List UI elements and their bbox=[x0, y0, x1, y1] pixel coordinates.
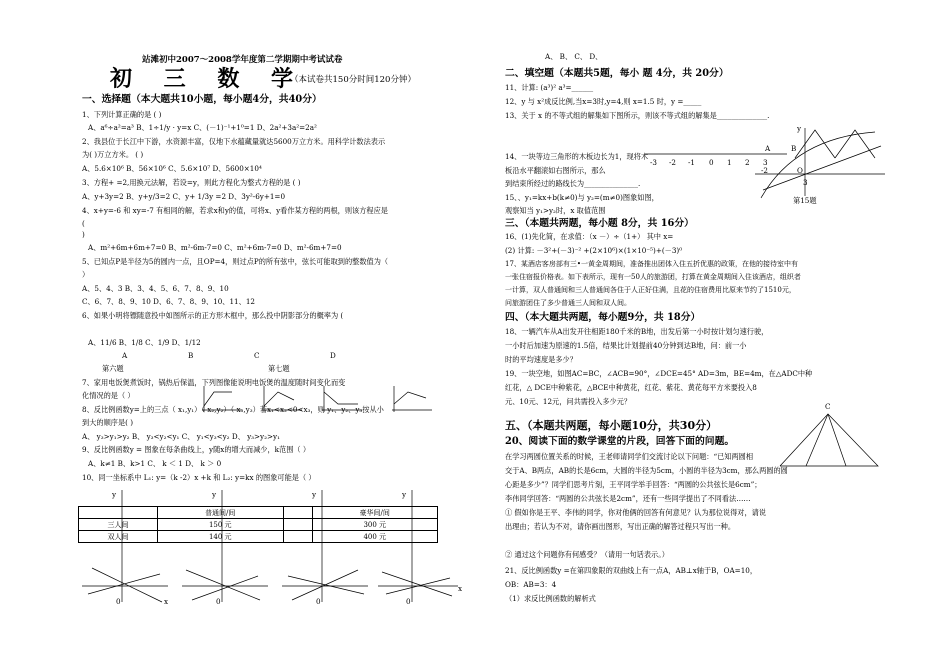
fig7-caption: 第七题 bbox=[268, 364, 290, 373]
q5-paren: ） bbox=[82, 270, 90, 279]
q14c: 到结束所经过的路线长为_______________. bbox=[505, 179, 641, 188]
fig15-o: O bbox=[797, 166, 803, 175]
numberline-tick: -3 bbox=[650, 158, 658, 167]
origin-3: 0 bbox=[316, 597, 321, 606]
fig6-caption: 第六题 bbox=[102, 364, 124, 373]
q7-graphs bbox=[202, 386, 492, 412]
fig-label-d: D bbox=[330, 351, 336, 360]
right-column bbox=[505, 0, 935, 658]
q20-line: 交于A、B两点，AB的长是6cm，大圆的半径为5cm，小圆的半径为3cm，那么两圆的圆 bbox=[505, 466, 788, 475]
table-row bbox=[79, 507, 438, 519]
q8b: 到大的顺序是( ) bbox=[82, 418, 134, 427]
origin-4: 0 bbox=[406, 597, 411, 606]
q4-options: A、m²+6m+6m+7=0 B、m²-6m-7=0 C、m²+6m-7=0 D、m²-6m+7=0 bbox=[88, 243, 342, 252]
q15b: 观察知当 y₁>y₂时，x 取值范围 bbox=[505, 206, 606, 215]
q19-triangle-figure bbox=[780, 410, 880, 470]
q11: 11、计算: (a³)² a³=______ bbox=[505, 83, 594, 92]
q19-line: 19、一块空地，如图AC=BC，∠ACB=90°，∠DCE=45° AD=3m，BE=4m，在△ADC中种 bbox=[505, 369, 813, 378]
fig15-b: B bbox=[791, 144, 797, 153]
q3: 3、方程+ =2,用换元法解，若设=y，则此方程化为整式方程的是 ( ) bbox=[82, 178, 301, 187]
exam-note: （本试卷共150分时间120分钟） bbox=[290, 75, 416, 85]
q20-title: 20、阅读下面的数学课堂的片段，回答下面的问题。 bbox=[505, 436, 735, 447]
q7: 7、家用电饭煲煮饭时，锅热后保温，下列图像能说明电饭煲的温度随时间变化而变 bbox=[82, 378, 346, 387]
q17-line: 一张住宿报价格表。如下表所示，现有一50人的旅游团，打算在黄金周期间入住该酒店，组织者 bbox=[505, 273, 801, 281]
q4-paren-b: ) bbox=[82, 230, 85, 239]
fig15-n2: -2 bbox=[761, 166, 769, 175]
q8-options: A、 y₃>y₁>y₂ B、 y₃<y₂<y₁ C、 y₁<y₃<y₂ D、 y₃>y₂>y₁ bbox=[82, 432, 280, 441]
numberline-tick: 3 bbox=[763, 158, 768, 167]
q8: 8、反比例函数y=上的三点（ x₁,y₁）（ x₂,y₂）（ x₃,y₃）若x₁<x₂<0<x₃，则 y₁、y₂、y₃按从小 bbox=[82, 405, 384, 414]
section-1-title: 一、选择题（本大题共10小题，每小题4分，共40分） bbox=[82, 94, 322, 105]
fig-label-b: B bbox=[188, 351, 194, 360]
numberline-fig15 bbox=[645, 128, 895, 208]
table-row bbox=[79, 519, 438, 531]
table-cell bbox=[283, 507, 312, 519]
table-cell: 三人间 bbox=[79, 519, 158, 531]
numberline-tick: 1 bbox=[727, 158, 732, 167]
y-label-3: y bbox=[312, 490, 317, 499]
q20-line: ① 假如你是王平、李伟的同学，你对他俩的回答有何意见？认为那位说得对，请说 bbox=[505, 508, 767, 517]
room-price-table bbox=[78, 506, 438, 543]
numberline-tick: 2 bbox=[745, 158, 750, 167]
school-title: 站滩初中2007～2008学年度第二学期期中考试试卷 bbox=[142, 55, 343, 65]
q16a: 16、(1)先化简，在求值：（x －）÷（1+） 其中 x= bbox=[505, 232, 674, 241]
q20-line: 心距是多少”？同学们思考片刻，王平同学举手回答：“两圆的公共弦长是6cm”； bbox=[505, 480, 762, 489]
table-row bbox=[79, 531, 438, 543]
q6-options: A、11/6 B、1/8 C、1/9 D、1/12 bbox=[88, 338, 201, 347]
q2-options: A、5.6×10⁶ B、56×10⁶ C、5.6×10⁷ D、5600×10⁴ bbox=[82, 164, 262, 173]
q18-line: 时的平均速度是多少？ bbox=[505, 355, 577, 364]
section-4-title: 四、（本大题共两题，每小题9分，共 18分） bbox=[505, 312, 701, 323]
fig15-a: A bbox=[765, 144, 771, 153]
fig15-3: 3 bbox=[803, 178, 808, 187]
y-label-1: y bbox=[112, 490, 117, 499]
q1: 1、下列计算正确的是 ( ) bbox=[82, 110, 162, 119]
q19-label-c: C bbox=[825, 402, 831, 411]
q12: 12、y 与 x²成反比例,当x=3时,y=4,则 x=1.5 时，y =_____ bbox=[505, 97, 702, 106]
y-label-4: y bbox=[402, 490, 407, 499]
numberline-tick: -2 bbox=[669, 158, 677, 167]
y-label-2: y bbox=[212, 490, 217, 499]
section-5-title: 五、（本题共两题，每小题10分，共30分） bbox=[505, 419, 718, 432]
x-label-4: x bbox=[458, 584, 463, 593]
q15a: 15、、y₁=kx+b(k≠0)与 y₂=(m≠0)图象如图， bbox=[505, 193, 659, 202]
q3-options: A、y+3y=2 B、y+y/3=2 C、y+ 1/3y =2 D、3y²-6y+1=0 bbox=[82, 192, 286, 201]
q5-options-b: C、6、7、8、9、10 D、6、7、8、9、10、11、12 bbox=[82, 297, 255, 306]
table-cell: 140 元 bbox=[158, 531, 284, 543]
table-cell: 150 元 bbox=[158, 519, 284, 531]
q10: 10、同一坐标系中 L₁: y=（k -2）x +k 和 L₂: y=kx 的图象可能是（ ） bbox=[82, 473, 316, 482]
q14a: 14、一块等边三角形的木板边长为1，现将木 bbox=[505, 152, 649, 161]
q16b: (2) 计算: －3²+(－3)⁻² +(2×10⁶)×(1×10⁻⁵)+(－3)⁰ bbox=[505, 246, 683, 255]
q4: 4、x+y=-6 和 xy=-7 有相同的解，若求x和y的值，可将x、y看作某方程的两根，则该方程应是 bbox=[82, 206, 388, 215]
q13: 13、关于 x 的不等式组的解集如下图所示，则该不等式组的解集是______________. bbox=[505, 111, 770, 120]
left-column bbox=[82, 0, 472, 658]
q14b: 板沿水平翻滚如右图所示，那么 bbox=[505, 166, 606, 175]
table-cell: 400 元 bbox=[312, 531, 438, 543]
q18-line: 一小时后加速为原速的1.5倍，结果比计划提前40分钟到达B地，问：前一小 bbox=[505, 341, 747, 350]
fig-label-c: C bbox=[254, 351, 260, 360]
q17-line: 17、某酒店客房部有三•一黄金周期间，准备推出团体入住五折优惠的政策，在他的接待室中有 bbox=[505, 260, 799, 268]
q9-options: A、k≠1 B、k>1 C、 k ＜ 1 D、 k ＞ 0 bbox=[88, 459, 222, 468]
table-cell: 双人间 bbox=[79, 531, 158, 543]
section-2-title: 二、填空题（本题共5题，每小 题 4分，共 20分） bbox=[505, 68, 729, 79]
subject-title: 初 三 数 学 bbox=[110, 66, 305, 92]
q20-line: 在学习两圆位置关系的时候，王老师请同学们交流讨论以下问题：“已知两圆相 bbox=[505, 452, 754, 461]
q21-line: OB：AB=3：4 bbox=[505, 580, 557, 589]
q17-line: 一计算，双人普通间和三人普通间各住于人正好住满，且花的住宿费用比原来节约了1510元， bbox=[505, 286, 796, 294]
fig15-y: y bbox=[797, 124, 802, 133]
q6: 6、如果小明将镖随意投中如图所示的正方形木框中，那么投中阴影部分的概率为 ( bbox=[82, 311, 344, 320]
q1-options: A、a⁶÷a²=a³ B、1÷1/y · y=x C、(－1)⁻¹+1⁰=1 D、2a²+3a²=2a² bbox=[88, 123, 317, 132]
table-cell bbox=[283, 519, 312, 531]
q21-line: 21、反比例函数y =在第四象限的双曲线上有一点A，AB⊥x轴于B，OA=10， bbox=[505, 566, 758, 575]
q19-line: 红花，△ DCE中种紫花，△BCE中种黄花，红花、紫花、黄花每平方米要投入8 bbox=[505, 383, 757, 392]
q9: 9、反比例函数y = 图象在每条曲线上，y随x的增大而减少，k范围（ ） bbox=[82, 445, 311, 454]
x-label-1: x bbox=[164, 597, 169, 606]
q20b: ② 通过这个问题你有何感受？（请用一句话表示。） bbox=[505, 550, 669, 559]
q20-line: 李伟同学回答：“两圆的公共弦长是2cm”，还有一些同学提出了不同看法…… bbox=[505, 494, 751, 503]
numberline-tick: 0 bbox=[709, 158, 714, 167]
top-options: A、 B、 C、 D、 bbox=[545, 52, 603, 61]
q17-line: 问旅游团住了多少普通三人间和双人间。 bbox=[505, 299, 631, 307]
origin-1: 0 bbox=[116, 597, 121, 606]
q21-line: （1）求反比例函数的解析式 bbox=[505, 594, 596, 603]
q18-line: 18、一辆汽车从A出发开往相距180千米的B地，出发后第一小时按计划匀速行驶， bbox=[505, 327, 769, 336]
q19-line: 元、10元、12元，问共需投入多少元？ bbox=[505, 397, 632, 406]
fig-label-a: A bbox=[122, 351, 128, 360]
section-3-title: 三、（本题共两题，每小题 8分，共 16分） bbox=[505, 218, 694, 229]
table-cell: 豪华间/间 bbox=[312, 507, 438, 519]
origin-2: 0 bbox=[216, 597, 221, 606]
q2b: 为( )万立方米。 ( ) bbox=[82, 150, 144, 159]
table-cell bbox=[283, 531, 312, 543]
table-cell bbox=[79, 507, 158, 519]
table-cell: 300 元 bbox=[312, 519, 438, 531]
q20-line: 出理由；若认为不对，请你画出图形，写出正确的解答过程只写出一种。 bbox=[505, 522, 736, 531]
q4-paren-a: ( bbox=[82, 219, 85, 228]
q2: 2、我县位于长江中下游，水资源丰富，仅地下水蕴藏量就达5600万立方米。用科学计数法表示 bbox=[82, 137, 386, 146]
numberline-tick: -1 bbox=[688, 158, 696, 167]
q5-options-a: A、5、4、3 B、3、4、5、6、7、8、9、10 bbox=[82, 284, 229, 293]
q7b: 化情况的是（ ） bbox=[82, 391, 135, 400]
table-cell: 普通间/间 bbox=[158, 507, 284, 519]
q5: 5、已知点P是半径为5的圆内一点，且OP=4，则过点P的所有弦中，弦长可能取到的整数值为（ bbox=[82, 257, 389, 266]
fig15-caption: 第15题 bbox=[793, 196, 817, 205]
